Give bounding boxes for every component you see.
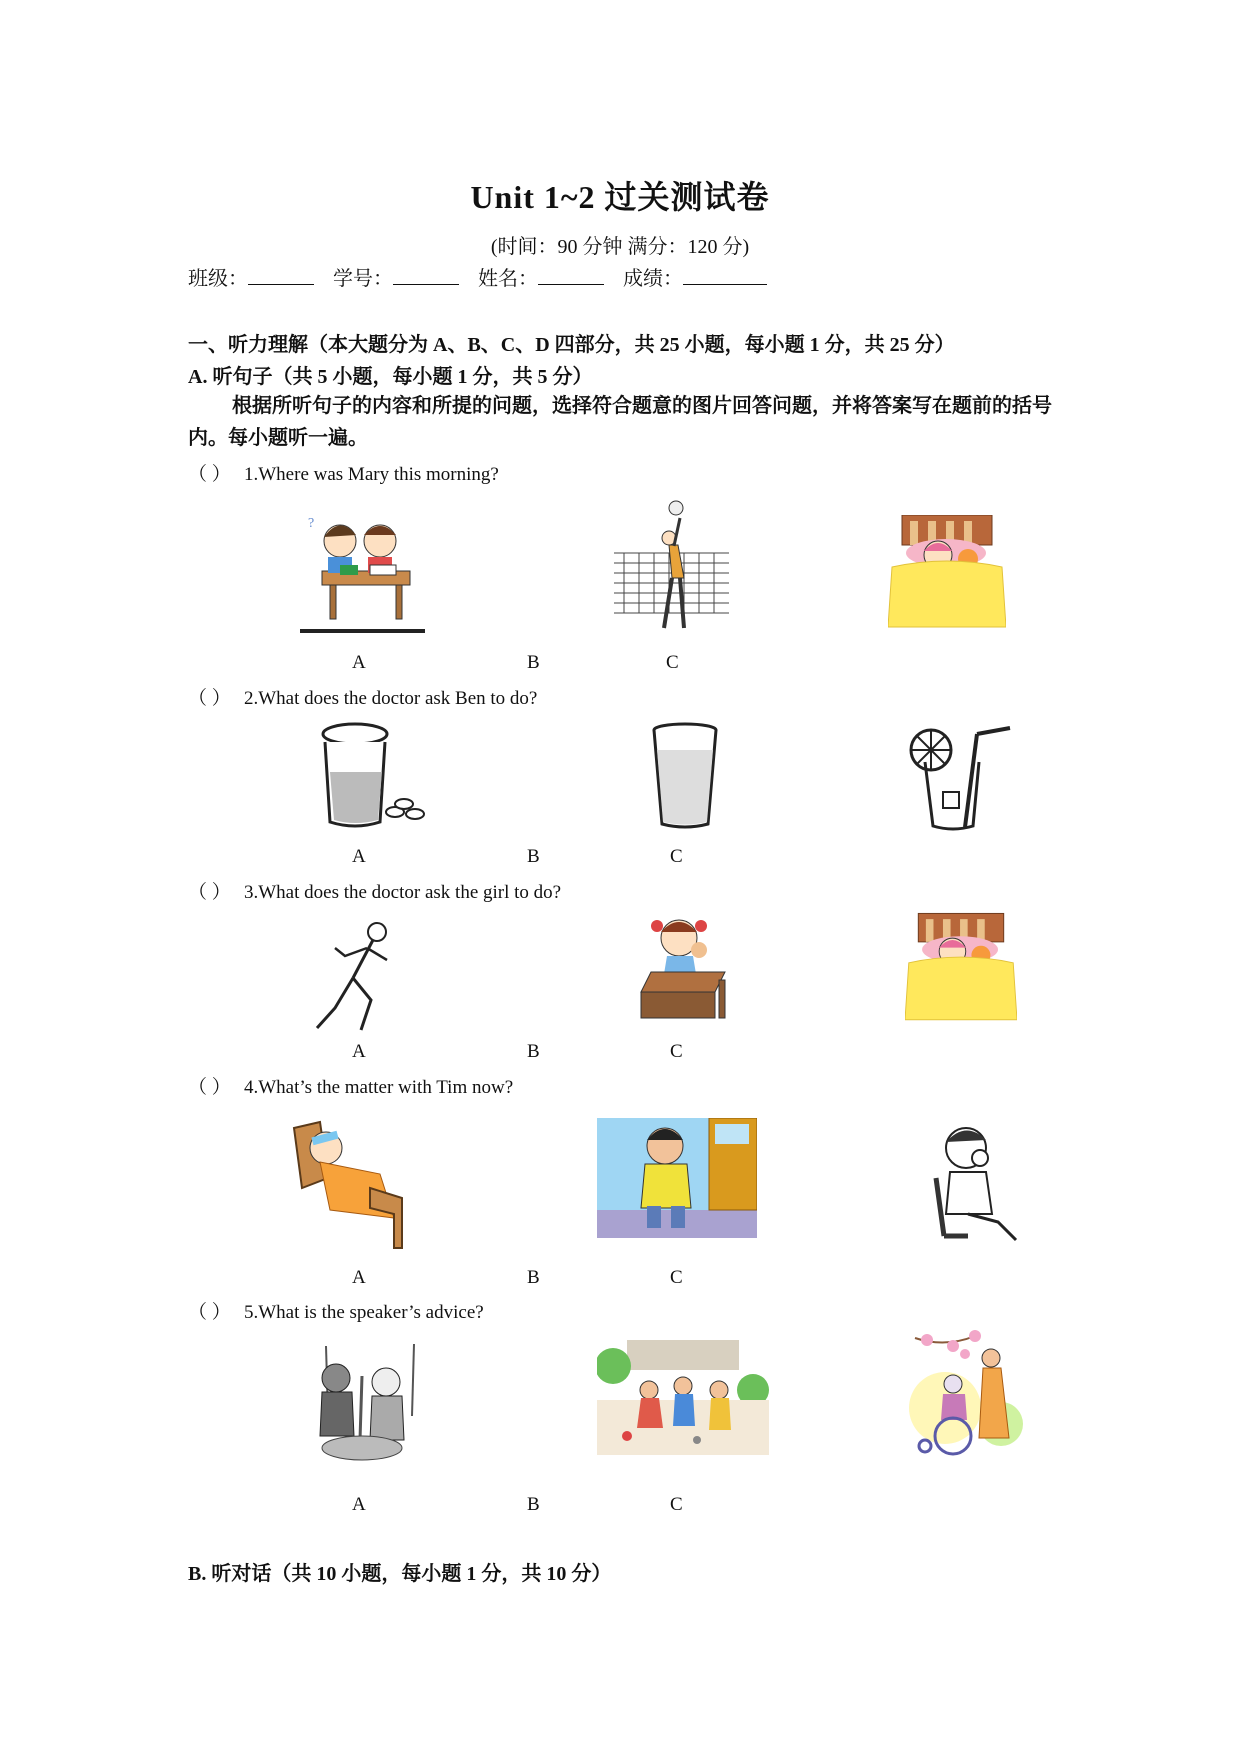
man-with-toothache-picture[interactable] xyxy=(928,1118,1023,1248)
medicine-bottle-with-pills-picture[interactable] xyxy=(320,722,430,832)
question-2 xyxy=(188,683,537,710)
student-info-row xyxy=(188,262,781,291)
student-number-blank[interactable] xyxy=(393,266,459,285)
option-c-label: C xyxy=(670,846,683,867)
svg-text:?: ? xyxy=(308,516,315,531)
question-text: 1.Where was Mary this morning? xyxy=(244,464,499,485)
answer-bracket[interactable]: （ ） xyxy=(188,882,231,903)
score-blank[interactable] xyxy=(683,266,767,285)
option-c-label: C xyxy=(670,1494,683,1515)
part-b-heading: B. 听对话（共 10 小题，每小题 1 分，共 10 分） xyxy=(188,1563,612,1585)
option-a-label: A xyxy=(352,846,366,867)
question-text: 5.What is the speaker’s advice? xyxy=(244,1302,484,1323)
girl-sleeping-in-bed-picture[interactable] xyxy=(905,912,1017,1024)
two-kids-at-desk-picture[interactable] xyxy=(300,505,425,635)
class-label: 班级： xyxy=(188,268,248,290)
sick-boy-in-bed-picture[interactable] xyxy=(290,1118,410,1253)
score-label: 成绩： xyxy=(623,268,683,290)
answer-bracket[interactable]: （ ） xyxy=(188,1077,231,1098)
part-a-instruction: 根据所听句子的内容和所提的问题，选择符合题意的图片回答问题，并将答案写在题前的括号内。每小题听一遍。 xyxy=(188,395,1052,449)
question-text: 4.What’s the matter with Tim now? xyxy=(244,1077,514,1098)
answer-bracket[interactable]: （ ） xyxy=(188,688,231,709)
option-b-label: B xyxy=(527,1041,540,1062)
woman-running-picture[interactable] xyxy=(305,918,400,1043)
section-listening-heading: 一、听力理解（本大题分为 A、B、C、D 四部分，共 25 小题，每小题 1 分，共 25 分） xyxy=(188,334,955,356)
exam-duration-score: (时间：90 分钟 满分：120 分) xyxy=(490,236,750,258)
glass-of-water-picture[interactable] xyxy=(650,722,720,832)
option-a-label: A xyxy=(352,1041,366,1062)
answer-bracket[interactable]: （ ） xyxy=(188,464,231,485)
girl-at-desk-picture[interactable] xyxy=(637,910,737,1025)
question-3 xyxy=(188,877,561,904)
volleyball-player-at-net-picture[interactable] xyxy=(614,498,729,648)
option-c-label: C xyxy=(670,1041,683,1062)
girl-sleeping-in-bed-picture[interactable] xyxy=(888,515,1006,630)
lemonade-with-straw-picture[interactable] xyxy=(905,722,1015,832)
name-blank[interactable] xyxy=(538,266,604,285)
question-5 xyxy=(188,1297,484,1324)
part-a-heading: A. 听句子（共 5 小题，每小题 1 分，共 5 分） xyxy=(188,366,593,388)
question-4 xyxy=(188,1072,513,1099)
option-c-label: C xyxy=(670,1267,683,1288)
option-a-label: A xyxy=(352,1267,366,1288)
option-b-label: B xyxy=(527,1494,540,1515)
planting-trees-picture[interactable] xyxy=(296,1336,441,1466)
woman-pushing-wheelchair-picture[interactable] xyxy=(905,1328,1030,1463)
question-text: 2.What does the doctor ask Ben to do? xyxy=(244,688,538,709)
name-label: 姓名： xyxy=(478,268,538,290)
option-c-label: C xyxy=(666,652,679,673)
option-b-label: B xyxy=(527,652,540,673)
option-a-label: A xyxy=(352,1494,366,1515)
option-b-label: B xyxy=(527,1267,540,1288)
student-number-label: 学号： xyxy=(333,268,393,290)
question-1 xyxy=(188,459,499,486)
answer-bracket[interactable]: （ ） xyxy=(188,1302,231,1323)
option-a-label: A xyxy=(352,652,366,673)
page-title: Unit 1~2 过关测试卷 xyxy=(470,179,770,215)
question-text: 3.What does the doctor ask the girl to do? xyxy=(244,882,562,903)
kids-picking-up-litter-picture[interactable] xyxy=(597,1340,769,1455)
class-blank[interactable] xyxy=(248,266,314,285)
option-b-label: B xyxy=(527,846,540,867)
boy-with-stomachache-picture[interactable] xyxy=(597,1118,757,1238)
